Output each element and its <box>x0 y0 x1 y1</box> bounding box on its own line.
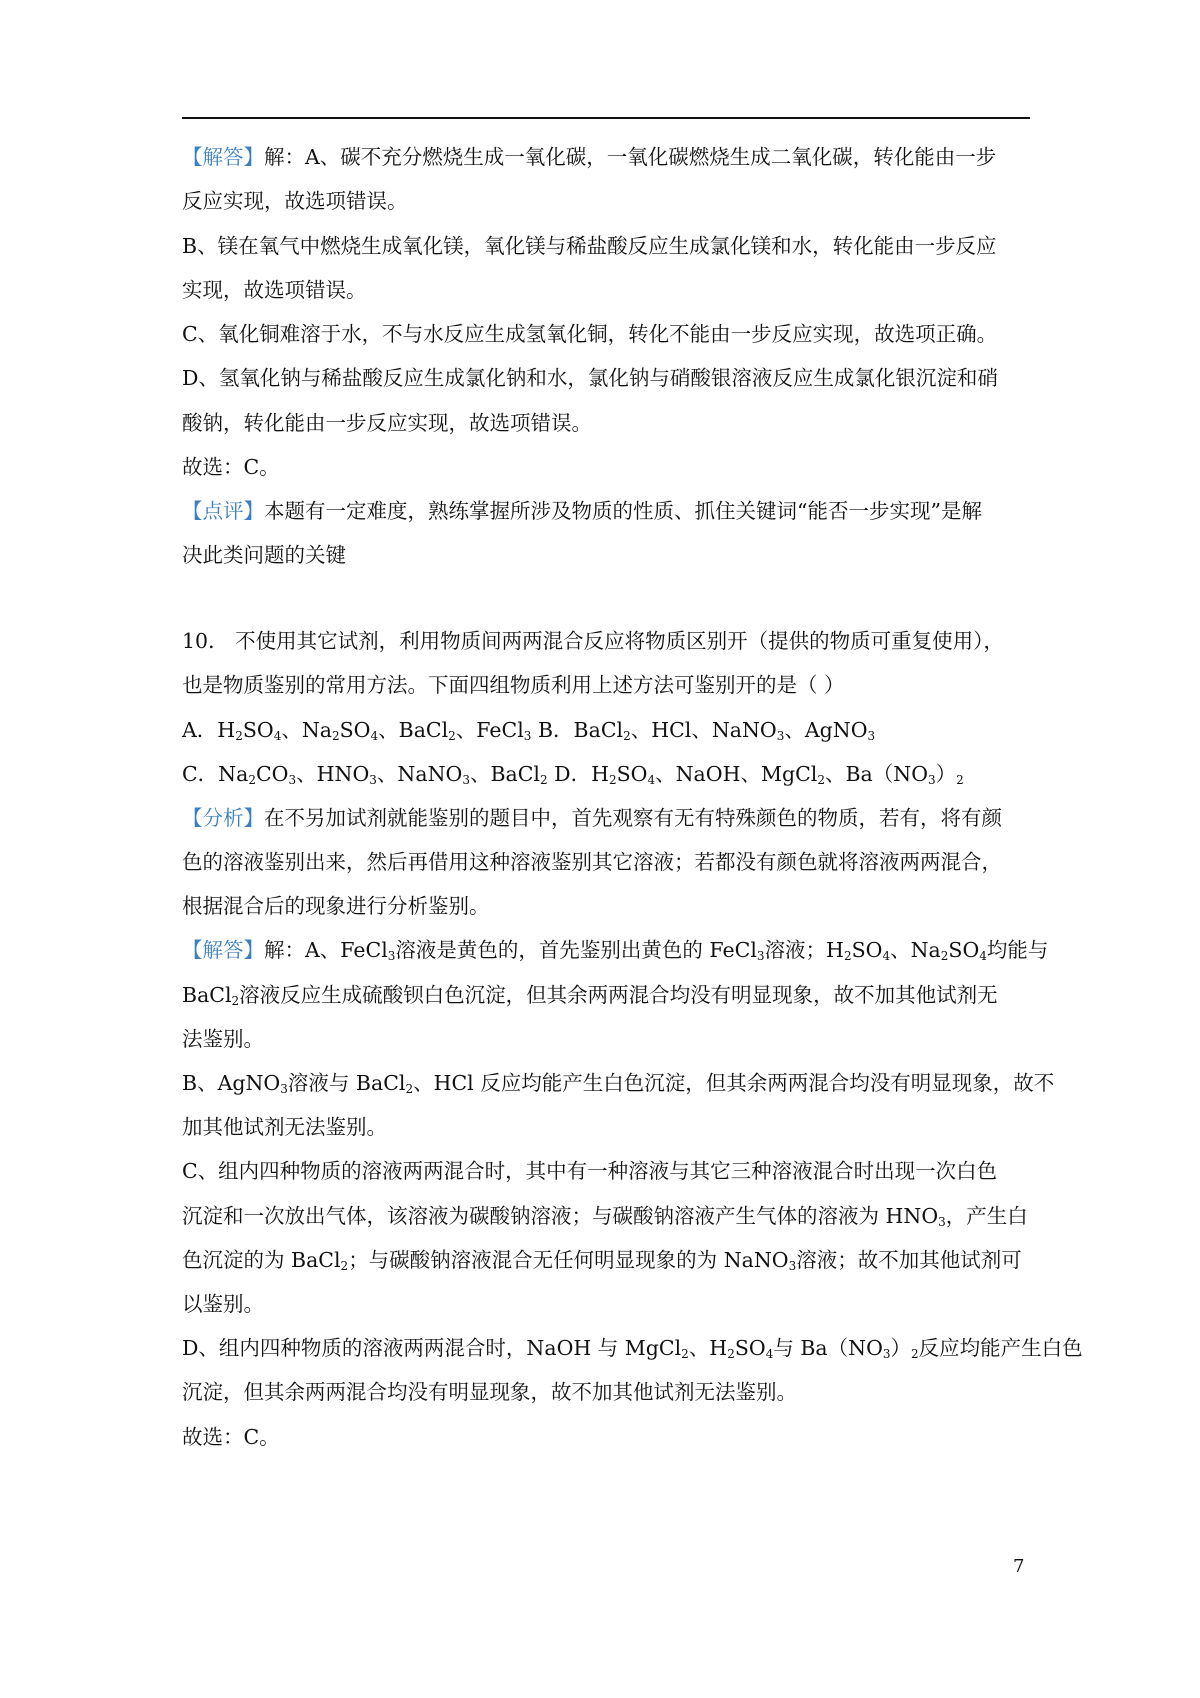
question-stem: 10． 不使用其它试剂，利用物质间两两混合反应将物质区别开（提供的物质可重复使用）， <box>182 629 1004 653</box>
analysis-line: 【分析】在不另加试剂就能鉴别的题目中，首先观察有无有特殊颜色的物质，若有，将有颜 <box>182 806 1002 830</box>
answer2-line: 沉淀和一次放出气体，该溶液为碳酸钠溶液；与碳酸钠溶液产生气体的溶液为 $HNO_3$，产生白 <box>182 1204 1028 1229</box>
answer-line: C、氧化铜难溶于水，不与水反应生成氢氧化铜，转化不能由一步反应实现，故选项正确。 <box>182 322 998 346</box>
analysis-line: 色的溶液鉴别出来，然后再借用这种溶液鉴别其它溶液；若都没有颜色就将溶液两两混合， <box>182 850 1002 874</box>
page-number: 7 <box>1013 1556 1025 1577</box>
answer-line: 故选：C。 <box>182 455 280 479</box>
analysis-tag: 【分析】 <box>182 806 264 830</box>
option-b: B．BaCl$_2$、HCl、NaNO$_3$、AgNO$_3$ <box>537 718 876 743</box>
answer-line: 【解答】解：A、碳不充分燃烧生成一氧化碳，一氧化碳燃烧生成二氧化碳，转化能由一步 <box>182 145 997 169</box>
answer2-line: 加其他试剂无法鉴别。 <box>182 1115 387 1139</box>
answer2-line: 法鉴别。 <box>182 1027 264 1051</box>
answer2-line: 【解答】解：A、FeCl$_3$溶液是黄色的，首先鉴别出黄色的 FeCl$_3$溶液；$H_2SO_4$、$Na_2SO_4$均能与 <box>182 938 1049 963</box>
answer2-line: B、AgNO$_3$溶液与 BaCl$_2$、HCl 反应均能产生白色沉淀，但其余两两混合均没有明显现象，故不 <box>182 1071 1055 1096</box>
answer2-line: D、组内四种物质的溶液两两混合时，NaOH 与 MgCl$_2$、$H_2SO_4$与 $Ba(NO_3)_2$反应均能产生白色 <box>182 1336 1083 1361</box>
comment-tag: 【点评】 <box>182 499 264 523</box>
answer-line: 反应实现，故选项错误。 <box>182 189 408 213</box>
option-d: D．$H_2SO_4$、NaOH、MgCl$_2$、$Ba(NO_3)_2$ <box>554 762 964 787</box>
answer2-line: 故选：C。 <box>182 1425 280 1449</box>
comment-line: 【点评】本题有一定难度，熟练掌握所涉及物质的性质、抓住关键词“能否一步实现”是解 <box>182 499 982 523</box>
question-options-ab <box>182 716 875 750</box>
answer2-line: C、组内四种物质的溶液两两混合时，其中有一种溶液与其它三种溶液混合时出现一次白色 <box>182 1159 998 1183</box>
answer-tag: 【解答】 <box>182 145 264 169</box>
answer2-tag: 【解答】 <box>182 938 264 962</box>
question-options-cd <box>182 760 964 794</box>
analysis-line: 根据混合后的现象进行分析鉴别。 <box>182 894 490 918</box>
answer-line: 实现，故选项错误。 <box>182 278 367 302</box>
option-a: A．$H_2SO_4$、$Na_2SO_4$、BaCl$_2$、FeCl$_3$ <box>182 718 532 743</box>
answer2-line: 沉淀，但其余两两混合均没有明显现象，故不加其他试剂无法鉴别。 <box>182 1380 797 1404</box>
answer2-line: 以鉴别。 <box>182 1292 264 1316</box>
comment-line: 决此类问题的关键 <box>182 543 346 567</box>
option-c: C．$Na_2CO_3$、$HNO_3$、NaNO$_3$、BaCl$_2$ <box>182 762 548 787</box>
answer2-line: BaCl$_2$溶液反应生成硫酸钡白色沉淀，但其余两两混合均没有明显现象，故不加其他试剂无 <box>182 983 998 1008</box>
answer-line: D、氢氧化钠与稀盐酸反应生成氯化钠和水，氯化钠与硝酸银溶液反应生成氯化银沉淀和硝 <box>182 366 998 390</box>
question-stem: 也是物质鉴别的常用方法。下面四组物质利用上述方法可鉴别开的是（ ） <box>182 673 845 697</box>
header-rule <box>182 117 1030 119</box>
answer-line: 酸钠，转化能由一步反应实现，故选项错误。 <box>182 411 592 435</box>
answer2-line: 色沉淀的为 BaCl$_2$；与碳酸钠溶液混合无任何明显现象的为 NaNO$_3$溶液；故不加其他试剂可 <box>182 1248 1022 1273</box>
answer-line: B、镁在氧气中燃烧生成氧化镁，氧化镁与稀盐酸反应生成氯化镁和水，转化能由一步反应 <box>182 234 997 258</box>
